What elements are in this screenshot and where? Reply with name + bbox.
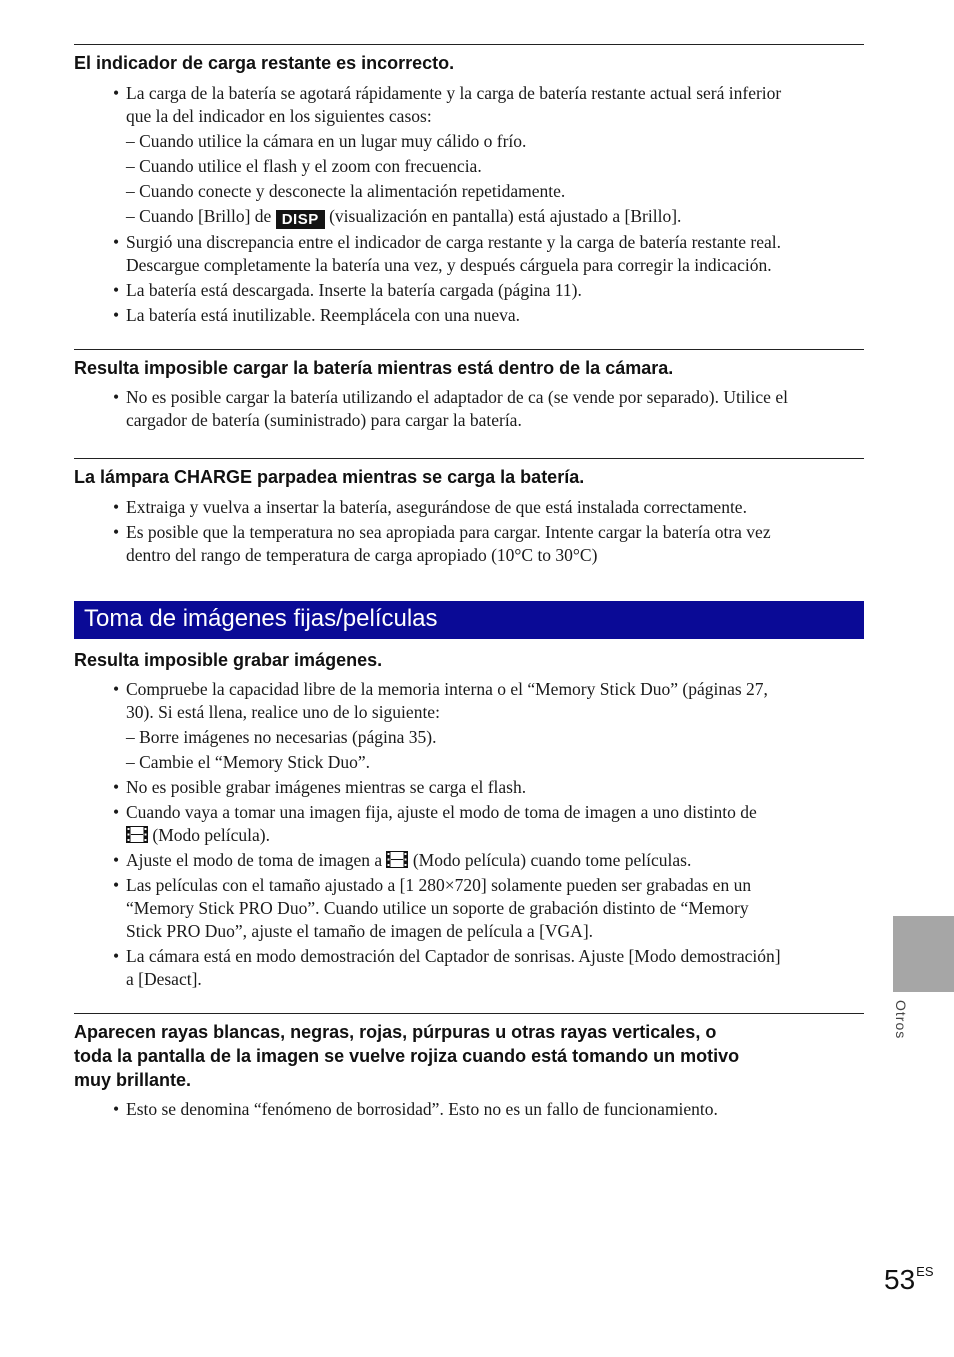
chapter-side-label: Otros <box>893 1000 909 1040</box>
list-item <box>74 776 864 799</box>
list-item <box>74 279 864 302</box>
sub-item: – Cuando utilice la cámara en un lugar muy cálido o frío. <box>126 131 527 151</box>
movie-mode-icon <box>386 851 408 868</box>
bullet-marker: • <box>113 802 120 822</box>
item-text: La cámara está en modo demostración del Captador de sonrisas. Ajuste [Modo demostración] <box>126 946 781 966</box>
section-bullets <box>74 82 864 329</box>
section-bullets <box>74 678 864 993</box>
item-text: Descargue completamente la batería una vez, y después cárguela para corregir la indicación. <box>126 255 772 275</box>
section-heading: Resulta imposible cargar la batería mientras está dentro de la cámara. <box>74 358 674 378</box>
section-bullets <box>74 386 864 434</box>
bullet-marker: • <box>113 305 120 325</box>
list-item <box>74 801 864 847</box>
sub-item: – Cuando utilice el flash y el zoom con frecuencia. <box>126 156 482 176</box>
item-text: La batería está inutilizable. Reemplácela con una nueva. <box>126 305 521 325</box>
item-text: “Memory Stick PRO Duo”. Cuando utilice un soporte de grabación distinto de “Memory <box>126 898 749 918</box>
section-divider <box>74 44 864 45</box>
section-divider <box>74 349 864 350</box>
item-text: Es posible que la temperatura no sea apropiada para cargar. Intente cargar la batería otra vez <box>126 522 771 542</box>
page-number-value: 53 <box>884 1264 916 1295</box>
list-item <box>74 521 864 567</box>
chapter-banner <box>74 601 864 639</box>
bullet-marker: • <box>113 280 120 300</box>
section-heading: El indicador de carga restante es incorrecto. <box>74 53 455 73</box>
disp-icon: DISP <box>276 210 325 229</box>
list-item <box>74 304 864 327</box>
item-text: Esto se denomina “fenómeno de borrosidad”. Esto no es un fallo de funcionamiento. <box>126 1099 718 1119</box>
heading-line: muy brillante. <box>74 1070 192 1090</box>
page-number <box>884 1264 934 1296</box>
heading-line: Aparecen rayas blancas, negras, rojas, púrpuras u otras rayas verticales, o <box>74 1022 717 1042</box>
bullet-marker: • <box>113 777 120 797</box>
section-heading: Resulta imposible grabar imágenes. <box>74 650 383 670</box>
item-text: (Modo película) cuando tome películas. <box>412 850 692 870</box>
bullet-marker: • <box>113 946 120 966</box>
sub-item: – Cambie el “Memory Stick Duo”. <box>126 752 370 772</box>
page-lang-suffix: ES <box>916 1264 934 1279</box>
bullet-marker: • <box>113 522 120 542</box>
section-bullets <box>74 1098 864 1123</box>
movie-mode-icon <box>126 826 148 843</box>
item-text: que la del indicador en los siguientes casos: <box>126 106 432 126</box>
list-item <box>74 678 864 724</box>
item-text: 30). Si está llena, realice uno de lo siguiente: <box>126 702 440 722</box>
section-heading: La lámpara CHARGE parpadea mientras se carga la batería. <box>74 467 585 487</box>
list-item <box>74 945 864 991</box>
item-text: (Modo película). <box>152 825 270 845</box>
item-text: No es posible grabar imágenes mientras se carga el flash. <box>126 777 527 797</box>
list-item <box>74 1098 864 1121</box>
chapter-title: Toma de imágenes fijas/películas <box>84 605 438 632</box>
chapter-side-tab <box>893 916 954 992</box>
item-text: a [Desact]. <box>126 969 202 989</box>
bullet-marker: • <box>113 83 120 103</box>
sub-item: – Borre imágenes no necesarias (página 35). <box>126 727 437 747</box>
item-text: – Cuando [Brillo] de <box>126 206 272 226</box>
list-item <box>74 874 864 943</box>
item-text: La batería está descargada. Inserte la batería cargada (página 11). <box>126 280 582 300</box>
item-text: Compruebe la capacidad libre de la memoria interna o el “Memory Stick Duo” (páginas 27, <box>126 679 768 699</box>
item-text: cargador de batería (suministrado) para cargar la batería. <box>126 410 522 430</box>
sub-item <box>74 205 864 229</box>
item-text: Cuando vaya a tomar una imagen fija, ajuste el modo de toma de imagen a uno distinto de <box>126 802 757 822</box>
bullet-marker: • <box>113 875 120 895</box>
list-item <box>74 496 864 519</box>
bullet-marker: • <box>113 387 120 407</box>
sub-item: – Cuando conecte y desconecte la alimentación repetidamente. <box>126 181 566 201</box>
item-text: No es posible cargar la batería utilizando el adaptador de ca (se vende por separado). Utilice el <box>126 387 788 407</box>
section-heading <box>74 1020 864 1092</box>
item-text: Extraiga y vuelva a insertar la batería, asegurándose de que está instalada correctamente. <box>126 497 747 517</box>
section-divider <box>74 458 864 459</box>
bullet-marker: • <box>113 850 120 870</box>
list-item <box>74 386 864 432</box>
item-text: Ajuste el modo de toma de imagen a <box>126 850 383 870</box>
item-text: Las películas con el tamaño ajustado a [1 280×720] solamente pueden ser grabadas en un <box>126 875 752 895</box>
heading-line: toda la pantalla de la imagen se vuelve rojiza cuando está tomando un motivo <box>74 1046 740 1066</box>
list-item <box>74 849 864 872</box>
section-divider <box>74 1013 864 1014</box>
item-text: La carga de la batería se agotará rápidamente y la carga de batería restante actual será inferior <box>126 83 782 103</box>
bullet-marker: • <box>113 679 120 699</box>
item-text: dentro del rango de temperatura de carga apropiado (10°C to 30°C) <box>126 545 598 565</box>
item-text: Stick PRO Duo”, ajuste el tamaño de imagen de película a [VGA]. <box>126 921 594 941</box>
bullet-marker: • <box>113 497 120 517</box>
section-bullets <box>74 496 864 569</box>
item-text: (visualización en pantalla) está ajustado a [Brillo]. <box>329 206 682 226</box>
list-item <box>74 231 864 277</box>
item-text: Surgió una discrepancia entre el indicador de carga restante y la carga de batería restante real. <box>126 232 781 252</box>
list-item <box>74 82 864 128</box>
bullet-marker: • <box>113 232 120 252</box>
bullet-marker: • <box>113 1099 120 1119</box>
